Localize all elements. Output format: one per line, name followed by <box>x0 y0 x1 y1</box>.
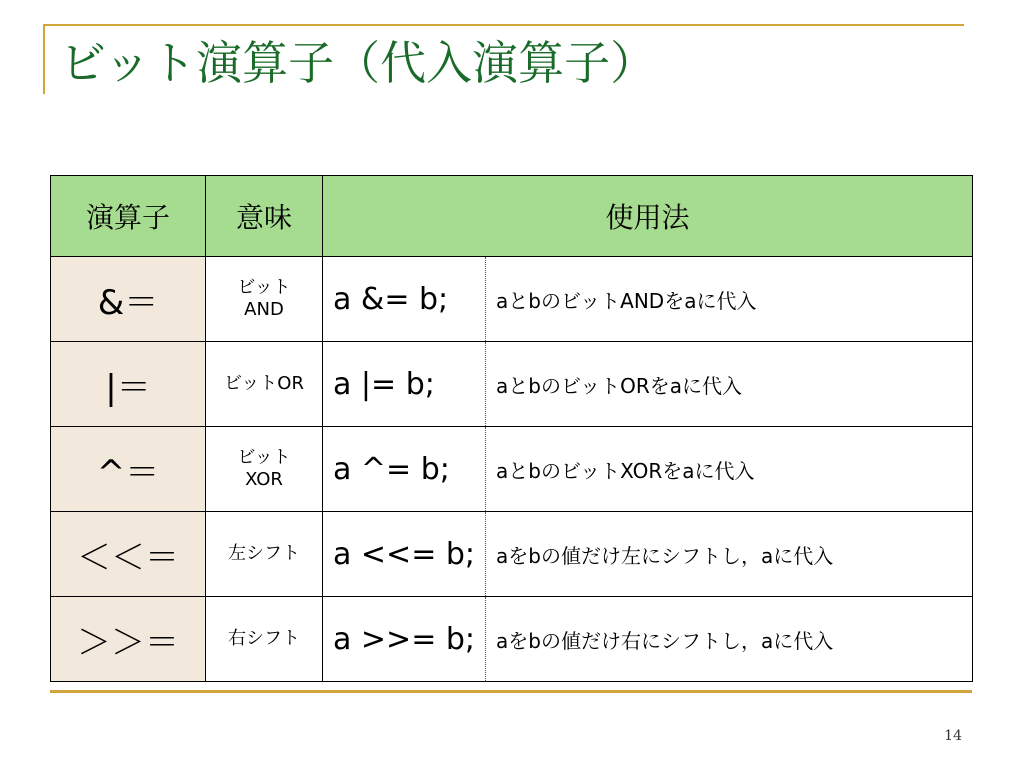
table-row <box>51 427 973 512</box>
meaning-cell: ビット AND <box>206 257 323 342</box>
slide-title: ビット演算子（代入演算子） <box>60 36 657 90</box>
header-operator: 演算子 <box>51 176 206 257</box>
meaning-cell: 左シフト <box>206 512 323 597</box>
operator-cell: |＝ <box>51 342 206 427</box>
operator-cell: &＝ <box>51 257 206 342</box>
header-usage: 使用法 <box>323 176 973 257</box>
table-bottom-rule <box>50 690 972 693</box>
meaning-cell: ビットOR <box>206 342 323 427</box>
meaning-cell: ビット XOR <box>206 427 323 512</box>
usage-cell: a &= b; <box>323 257 486 342</box>
title-left-rule <box>43 24 45 94</box>
page-number: 14 <box>944 728 962 744</box>
description-cell: aとbのビットORをaに代入 <box>486 342 973 427</box>
title-top-rule <box>43 24 964 26</box>
description-cell: aをbの値だけ右にシフトし，aに代入 <box>486 597 973 682</box>
header-meaning: 意味 <box>206 176 323 257</box>
description-cell: aとbのビットANDをaに代入 <box>486 257 973 342</box>
table-header-row <box>51 176 973 257</box>
table-row <box>51 342 973 427</box>
table-row <box>51 597 973 682</box>
operator-table <box>50 175 973 682</box>
table-row <box>51 512 973 597</box>
meaning-cell: 右シフト <box>206 597 323 682</box>
operator-cell: ^＝ <box>51 427 206 512</box>
usage-cell: a ^= b; <box>323 427 486 512</box>
usage-cell: a >>= b; <box>323 597 486 682</box>
operator-cell: ＜＜＝ <box>51 512 206 597</box>
usage-cell: a <<= b; <box>323 512 486 597</box>
operator-cell: ＞＞＝ <box>51 597 206 682</box>
description-cell: aとbのビットXORをaに代入 <box>486 427 973 512</box>
description-cell: aをbの値だけ左にシフトし，aに代入 <box>486 512 973 597</box>
table-row <box>51 257 973 342</box>
usage-cell: a |= b; <box>323 342 486 427</box>
